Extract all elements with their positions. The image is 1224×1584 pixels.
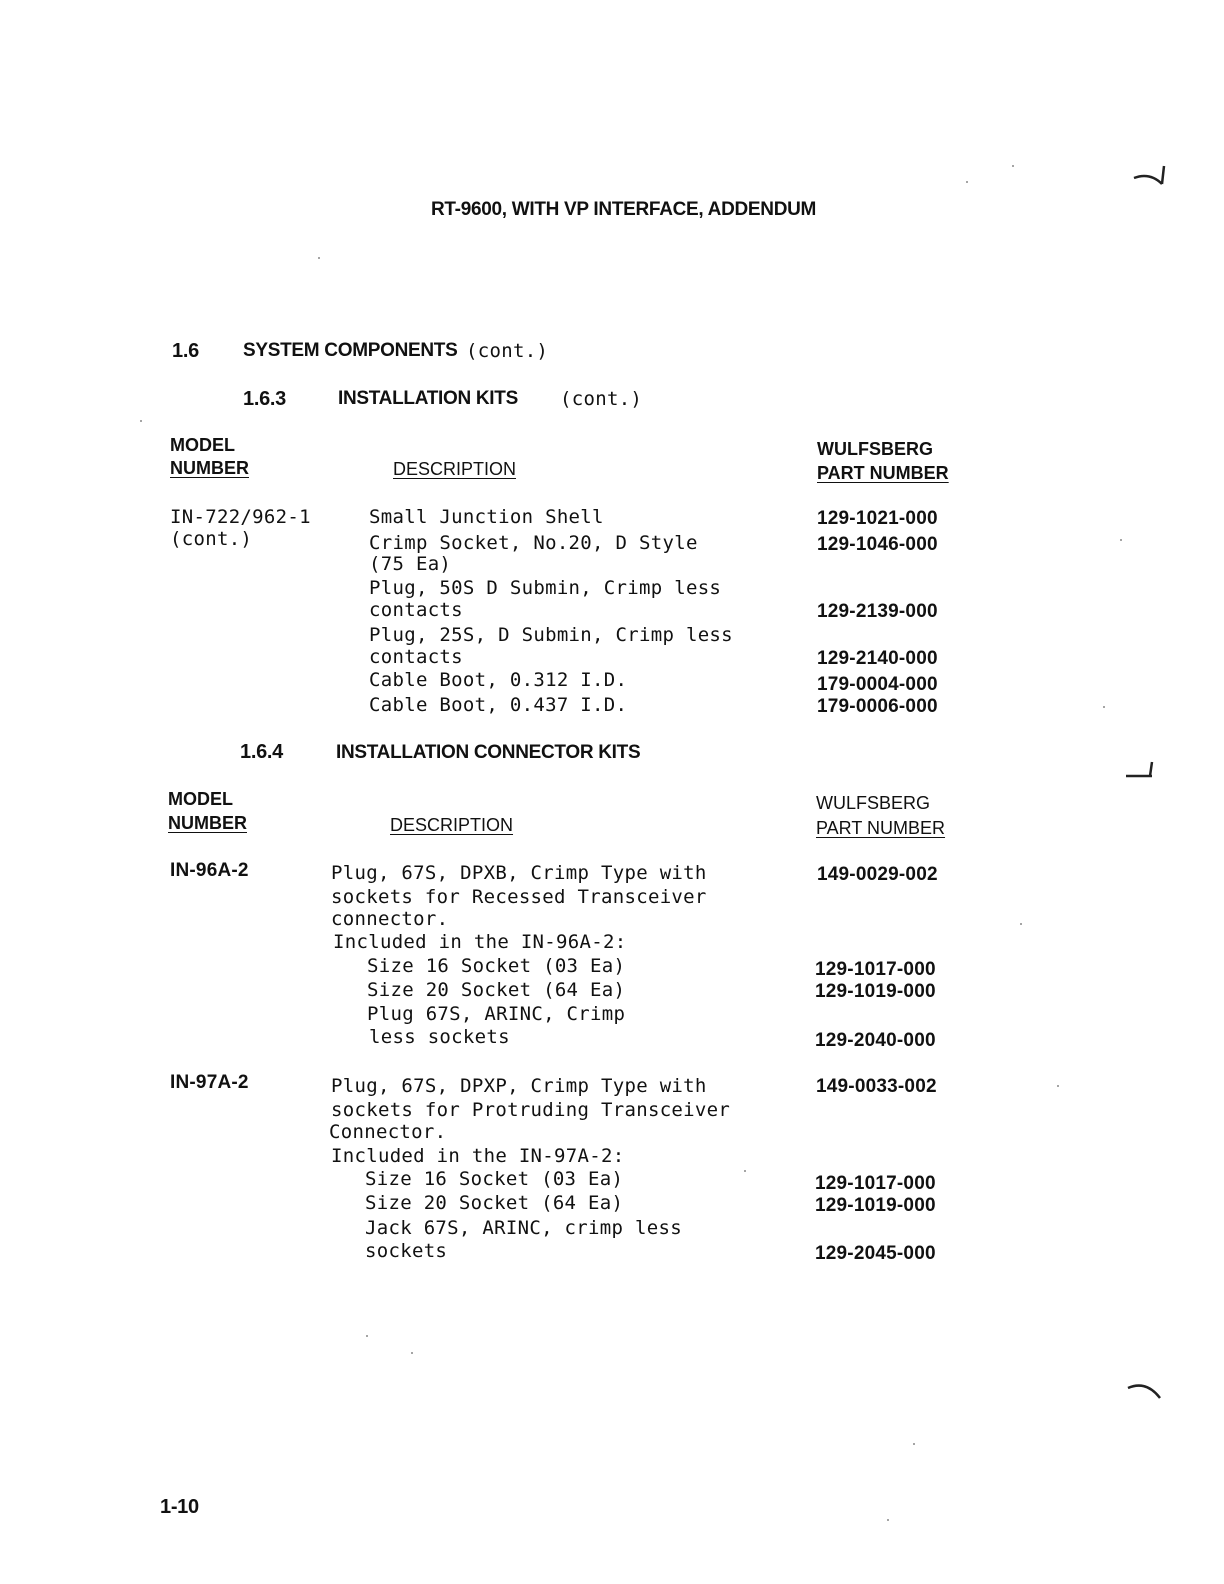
subsection-164-number: 1.6.4 <box>240 741 283 763</box>
table2-line-desc: sockets for Recessed Transceiver <box>331 886 707 908</box>
table2-line-desc: Plug, 67S, DPXB, Crimp Type with <box>331 862 707 884</box>
table2-col-model-line2: NUMBER <box>168 813 247 833</box>
table1-col-part-line2: PART NUMBER <box>817 463 949 483</box>
table1-col-model-line1: MODEL <box>170 435 235 455</box>
table2-col-description: DESCRIPTION <box>390 815 514 835</box>
table2-line-part: 149-0029-002 <box>817 864 938 885</box>
scan-speck <box>744 1170 746 1172</box>
table2-line-desc: Size 20 Socket (64 Ea) <box>365 1192 624 1214</box>
table2-line-part: 129-1019-000 <box>815 981 936 1002</box>
table2-line-part: 129-2040-000 <box>815 1030 936 1051</box>
table1-row-desc: Plug, 25S, D Submin, Crimp less <box>369 624 733 646</box>
table2-line-part: 129-2045-000 <box>815 1243 936 1264</box>
subsection-164-title: INSTALLATION CONNECTOR KITS <box>336 742 641 763</box>
table1-row-desc: Cable Boot, 0.312 I.D. <box>369 669 628 691</box>
scan-speck <box>966 181 968 183</box>
table1-col-part-line1: WULFSBERG <box>817 439 933 459</box>
table1-col-model-line2: NUMBER <box>170 458 249 478</box>
table1-row-part: 129-2139-000 <box>817 601 938 622</box>
scan-speck <box>318 257 320 259</box>
scan-speck <box>913 1443 915 1445</box>
scan-speck <box>411 1352 413 1354</box>
table1-row-desc: Plug, 50S D Submin, Crimp less <box>369 577 722 599</box>
table2-line-desc: Size 16 Socket (03 Ea) <box>367 955 626 977</box>
table1-row-desc: Cable Boot, 0.437 I.D. <box>369 694 628 716</box>
table2-line-desc: connector. <box>331 908 449 930</box>
table1-col-description: DESCRIPTION <box>393 459 517 479</box>
table2-line-desc: sockets <box>365 1240 448 1262</box>
scan-speck <box>1020 923 1022 925</box>
scan-speck <box>887 1519 889 1521</box>
scan-speck <box>1120 539 1122 541</box>
binder-mark-icon <box>1126 1378 1166 1406</box>
table1-row-part: 129-1046-000 <box>817 534 938 555</box>
table2-line-part: 149-0033-002 <box>816 1076 937 1097</box>
table1-row-part: 129-2140-000 <box>817 648 938 669</box>
table2-col-model-line1: MODEL <box>168 789 233 809</box>
section-title: SYSTEM COMPONENTS <box>243 340 458 361</box>
table1-row-part: 179-0004-000 <box>817 674 938 695</box>
table1-row-desc: Small Junction Shell <box>369 506 604 528</box>
page-number: 1-10 <box>160 1496 199 1518</box>
table1-row-desc: (75 Ea) <box>369 553 452 575</box>
section-cont: (cont.) <box>466 340 549 362</box>
table2-line-desc: Jack 67S, ARINC, crimp less <box>365 1217 682 1239</box>
table1-row-part: 179-0006-000 <box>817 696 938 717</box>
table2-line-part: 129-1019-000 <box>815 1195 936 1216</box>
page-header-title: RT-9600, WITH VP INTERFACE, ADDENDUM <box>431 199 817 220</box>
table1-row-desc: Crimp Socket, No.20, D Style <box>369 532 698 554</box>
table2-line-desc: Size 20 Socket (64 Ea) <box>367 979 626 1001</box>
table2-line-desc: Included in the IN-96A-2: <box>333 931 627 953</box>
scan-speck <box>1057 1085 1059 1087</box>
table1-row-desc: contacts <box>369 599 463 621</box>
table2-line-desc: Plug, 67S, DPXP, Crimp Type with <box>331 1075 707 1097</box>
table2-line-desc: sockets for Protruding Transceiver <box>331 1099 731 1121</box>
scan-speck <box>1012 165 1014 167</box>
subsection-163-number: 1.6.3 <box>243 388 286 410</box>
binder-mark-icon <box>1124 760 1160 786</box>
table1-row-desc: contacts <box>369 646 463 668</box>
table1-row-part: 129-1021-000 <box>817 508 938 529</box>
section-number: 1.6 <box>172 340 199 362</box>
table1-model-line2: (cont.) <box>170 528 253 550</box>
scan-speck <box>366 1335 368 1337</box>
scan-speck <box>1103 706 1105 708</box>
table1-model-line1: IN-722/962-1 <box>170 506 311 528</box>
table2-col-part-line2: PART NUMBER <box>816 818 946 838</box>
scan-speck <box>140 420 142 422</box>
table2-entry-model: IN-97A-2 <box>170 1072 249 1093</box>
table2-col-part-line1: WULFSBERG <box>816 793 931 813</box>
table2-line-desc: Connector. <box>329 1121 447 1143</box>
table2-line-part: 129-1017-000 <box>815 1173 936 1194</box>
table2-line-desc: Size 16 Socket (03 Ea) <box>365 1168 624 1190</box>
subsection-163-title: INSTALLATION KITS <box>338 388 518 409</box>
table2-entry-model: IN-96A-2 <box>170 860 249 881</box>
binder-mark-icon <box>1132 160 1172 190</box>
subsection-163-cont: (cont.) <box>560 388 643 410</box>
table2-line-desc: less sockets <box>369 1026 510 1048</box>
table2-line-desc: Included in the IN-97A-2: <box>331 1145 625 1167</box>
table2-line-part: 129-1017-000 <box>815 959 936 980</box>
table2-line-desc: Plug 67S, ARINC, Crimp <box>367 1003 626 1025</box>
